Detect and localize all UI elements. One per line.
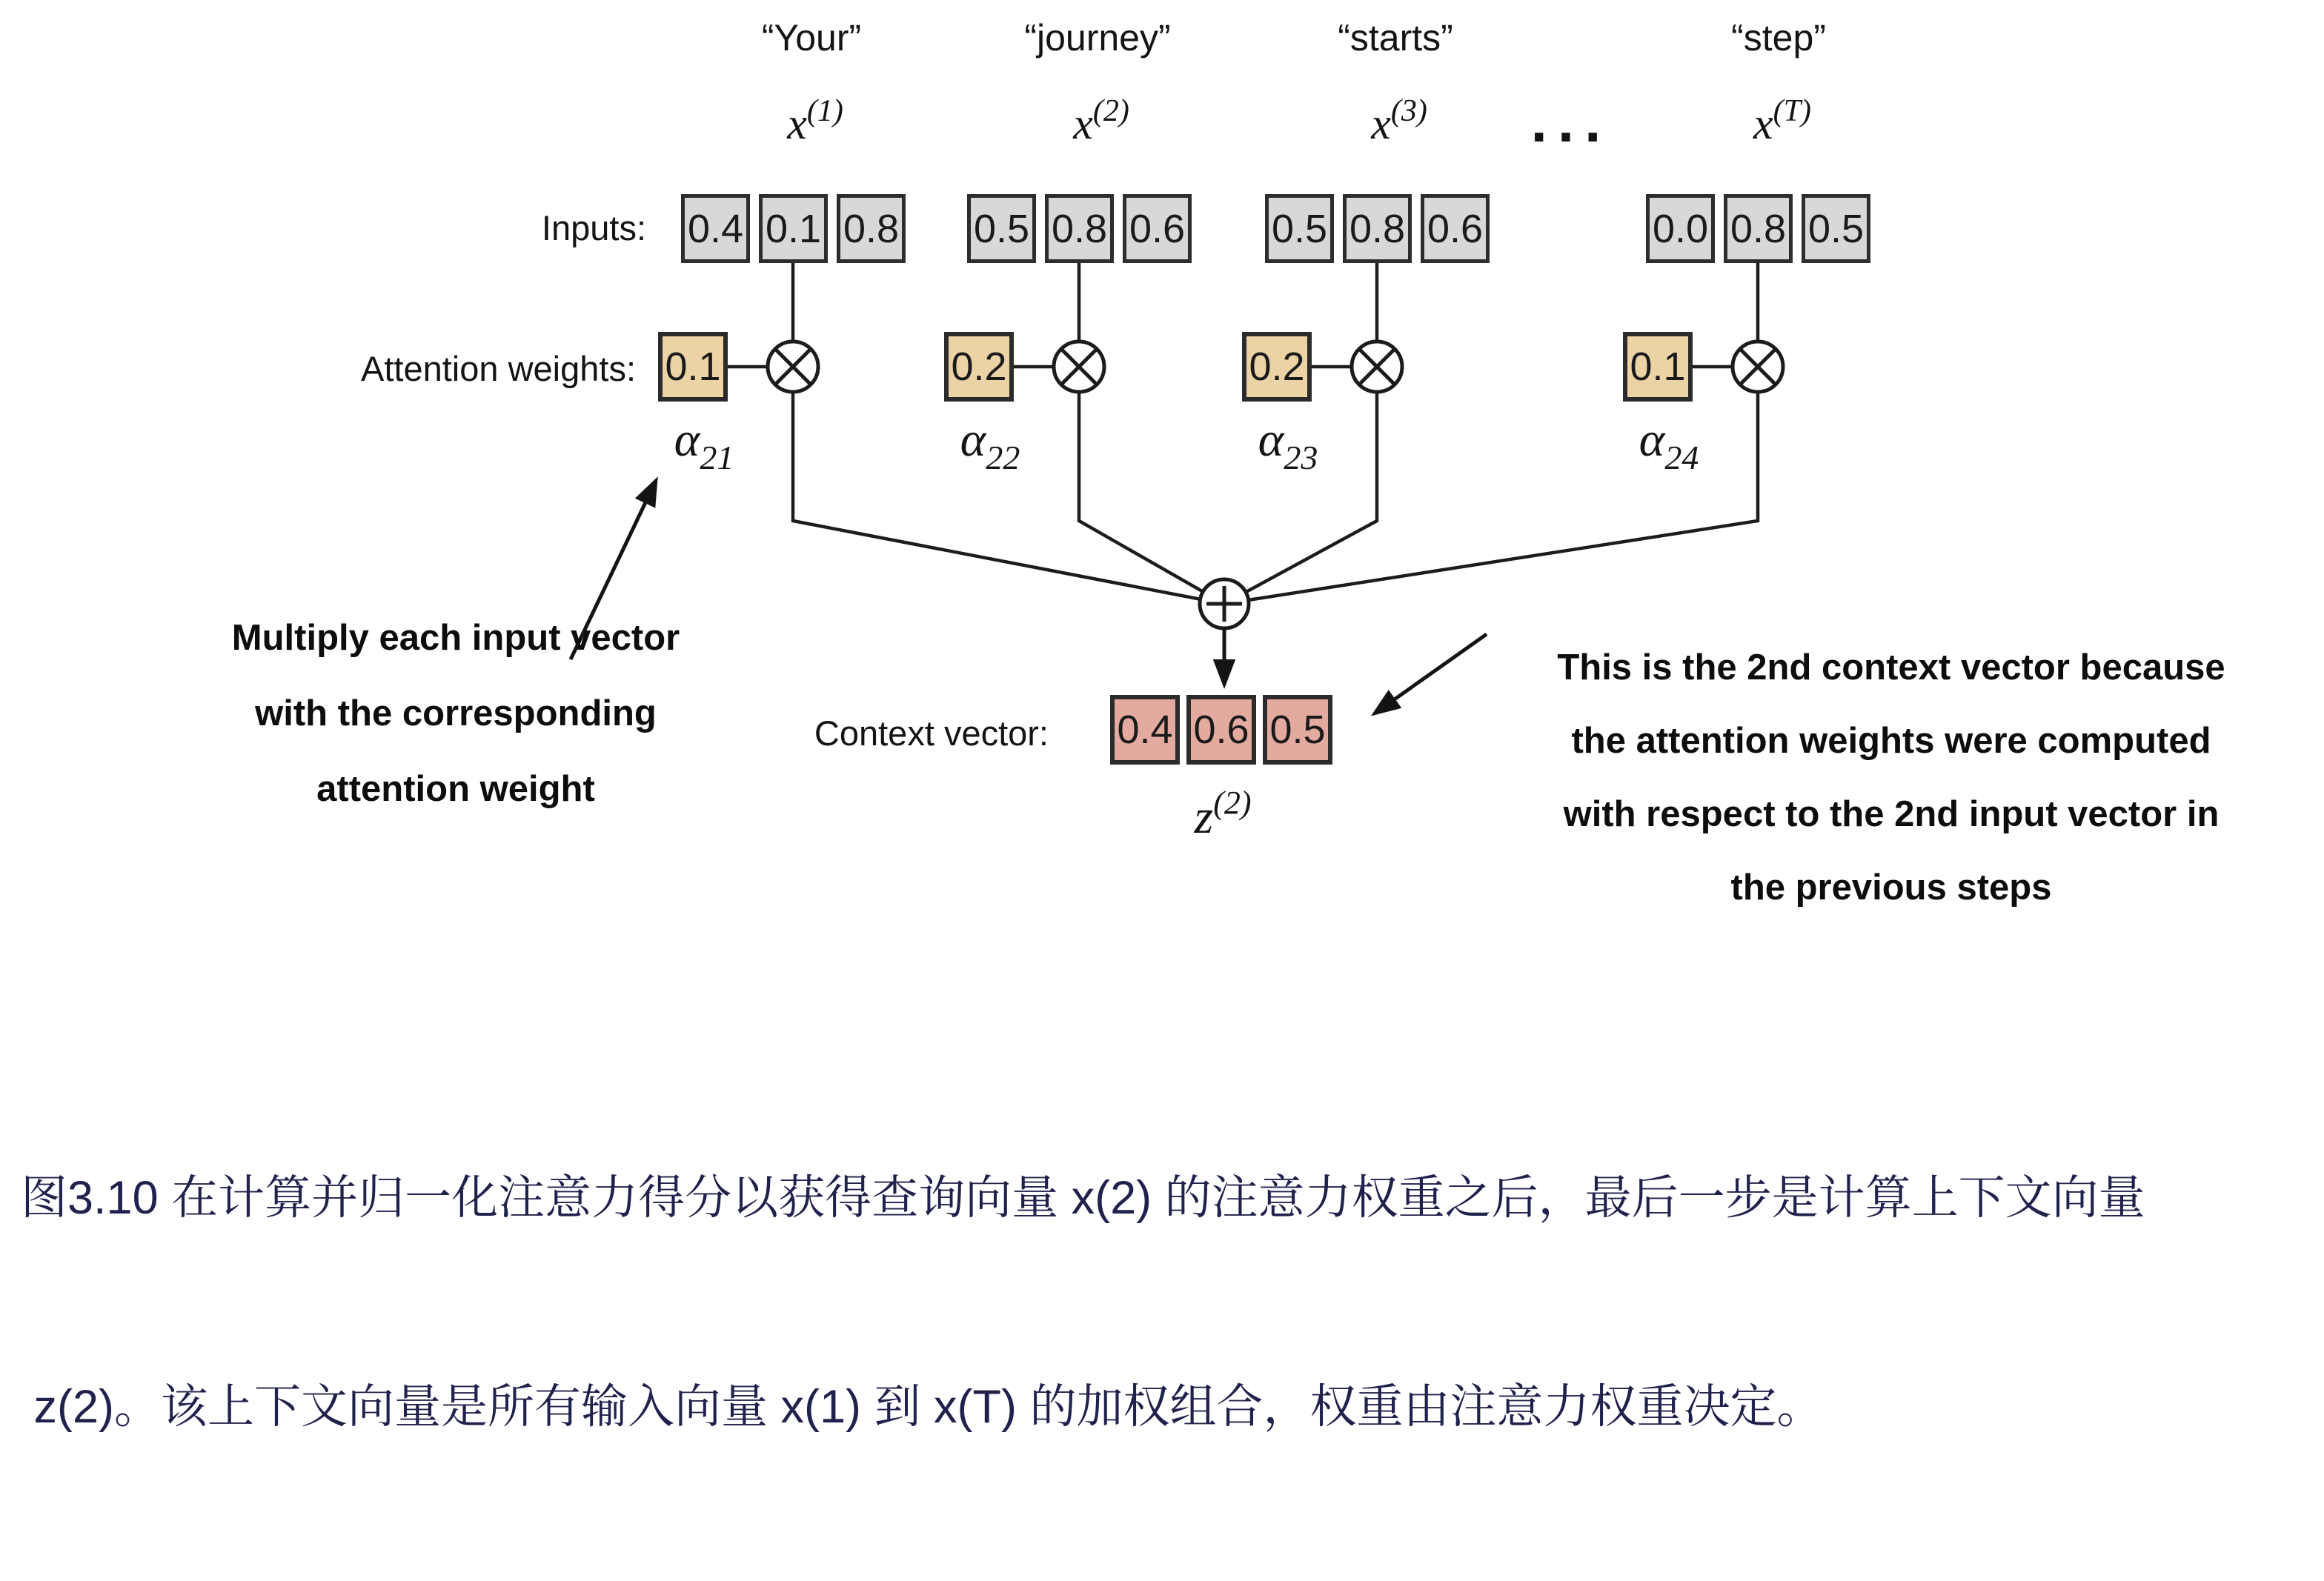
- attention-weight-box-4: 0.1: [1623, 332, 1693, 402]
- token-word-1: “Your”: [761, 17, 862, 59]
- attention-weight-box-3: 0.2: [1242, 332, 1312, 402]
- var-superscript: (3): [1390, 94, 1427, 128]
- multiply-operator-icon: [1054, 342, 1104, 392]
- input-vector-2: [967, 194, 1192, 263]
- right-annotation-line: the attention weights were computed: [1571, 721, 2211, 761]
- input-cell: 0.8: [837, 194, 906, 263]
- input-cell: 0.1: [759, 194, 828, 263]
- context-vector: [1110, 695, 1332, 765]
- input-vector-3: [1265, 194, 1490, 263]
- input-cell: 0.5: [967, 194, 1036, 263]
- alpha-label-24: [1573, 412, 1765, 477]
- input-cell: 0.5: [1265, 194, 1334, 263]
- alpha-symbol: α: [960, 413, 986, 467]
- input-cell: 0.4: [681, 194, 750, 263]
- var-symbol: z: [1194, 790, 1214, 844]
- context-vector-row-label: Context vector:: [814, 713, 1049, 753]
- input-cell: 0.8: [1343, 194, 1412, 263]
- caption-line-1: 图3.10 在计算并归一化注意力得分以获得查询向量 x(2) 的注意力权重之后，最后一步是计算上下文向量: [21, 1172, 2145, 1224]
- token-word-3: “starts”: [1338, 17, 1453, 59]
- input-vector-label-1: [652, 93, 978, 150]
- var-symbol: x: [1753, 99, 1773, 148]
- var-superscript: (2): [1092, 94, 1129, 128]
- token-word-4: “step”: [1731, 17, 1826, 59]
- attention-weight-box-2: 0.2: [944, 332, 1014, 402]
- input-vector-label-2: [938, 93, 1264, 150]
- left-annotation-line: with the corresponding: [255, 693, 657, 733]
- input-vector-label-4: [1619, 93, 1945, 150]
- input-vector-4: [1646, 194, 1870, 263]
- context-cell: 0.5: [1263, 695, 1332, 765]
- alpha-label-22: [894, 412, 1086, 477]
- multiply-operator-icon: [1352, 342, 1402, 392]
- input-cell: 0.5: [1802, 194, 1870, 263]
- right-annotation-line: This is the 2nd context vector because: [1557, 648, 2225, 688]
- left-annotation: [122, 600, 789, 827]
- input-vector-1: [681, 194, 906, 263]
- right-annotation-line: the previous steps: [1730, 868, 2052, 908]
- input-cell: 0.8: [1045, 194, 1114, 263]
- alpha-label-21: [608, 412, 800, 477]
- alpha-subscript: 23: [1284, 439, 1318, 476]
- ellipsis-dots: ...: [1530, 88, 1612, 154]
- inputs-row-label: Inputs:: [541, 208, 646, 247]
- attention-weights-row-label: Attention weights:: [361, 349, 636, 388]
- sum-operator-icon: [1200, 579, 1249, 628]
- var-symbol: x: [1371, 99, 1391, 148]
- input-cell: 0.0: [1646, 194, 1715, 263]
- input-cell: 0.6: [1123, 194, 1192, 263]
- var-superscript: (1): [806, 94, 843, 128]
- context-vector-label-z2: [1060, 784, 1386, 845]
- caption-line-2: z(2)。该上下文向量是所有输入向量 x(1) 到 x(T) 的加权组合，权重由注意力权重决定。: [21, 1381, 1824, 1433]
- left-annotation-line: attention weight: [316, 769, 595, 809]
- context-cell: 0.4: [1110, 695, 1180, 765]
- figure-caption: [21, 1024, 2145, 1581]
- alpha-subscript: 24: [1664, 439, 1699, 476]
- right-annotation-line: with respect to the 2nd input vector in: [1563, 794, 2220, 834]
- input-cell: 0.8: [1724, 194, 1793, 263]
- context-cell: 0.6: [1186, 695, 1256, 765]
- input-cell: 0.6: [1421, 194, 1490, 263]
- multiply-operator-icon: [1733, 342, 1783, 392]
- right-annotation: [1461, 631, 2321, 925]
- alpha-symbol: α: [1258, 413, 1284, 467]
- var-superscript: (T): [1773, 94, 1811, 128]
- alpha-label-23: [1192, 412, 1384, 477]
- left-annotation-line: Multiply each input vector: [231, 618, 680, 658]
- alpha-symbol: α: [674, 413, 700, 467]
- var-superscript: (2): [1213, 785, 1252, 821]
- multiply-operator-icon: [768, 342, 818, 392]
- var-symbol: x: [787, 99, 807, 148]
- var-symbol: x: [1073, 99, 1093, 148]
- alpha-subscript: 22: [986, 439, 1020, 476]
- alpha-subscript: 21: [700, 439, 734, 476]
- token-word-2: “journey”: [1024, 17, 1171, 59]
- attention-weight-box-1: 0.1: [658, 332, 728, 402]
- alpha-symbol: α: [1639, 413, 1665, 467]
